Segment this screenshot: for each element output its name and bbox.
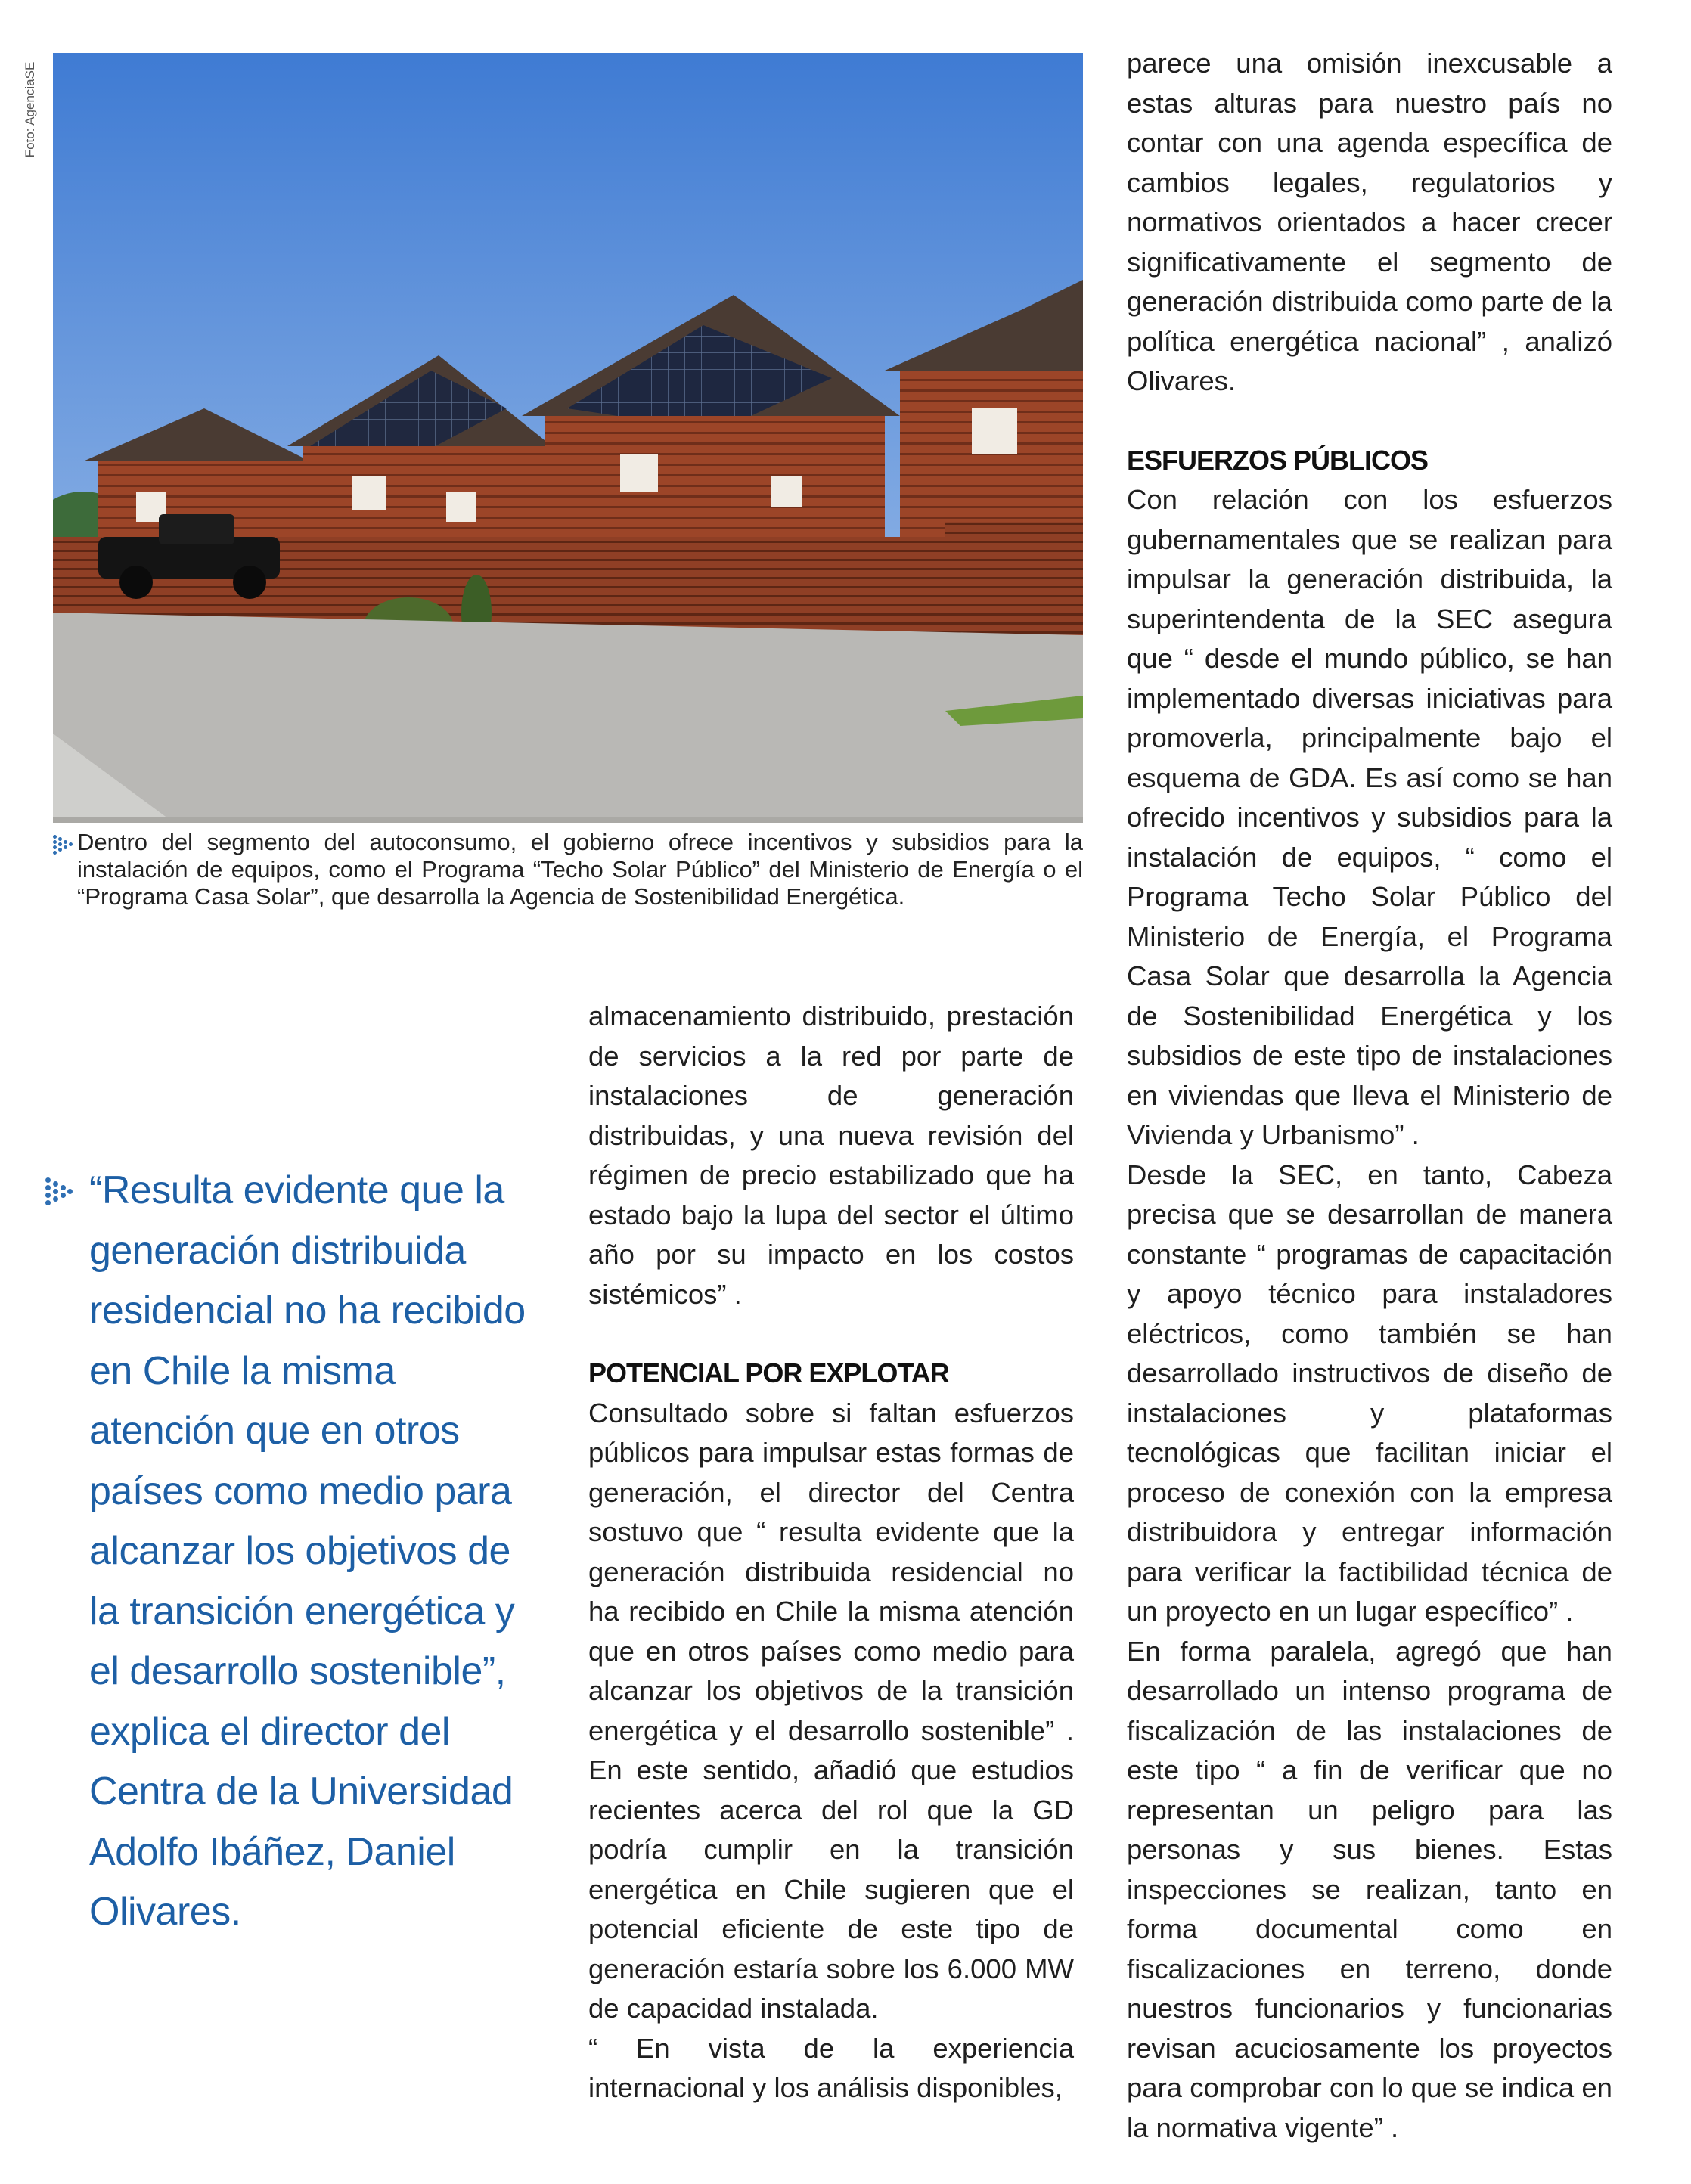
article-photo bbox=[53, 53, 1083, 823]
solar-houses-illustration bbox=[53, 53, 1083, 823]
quote-dots-icon bbox=[45, 1177, 73, 1208]
photo-caption bbox=[53, 829, 1083, 911]
right-paragraph-3: En forma paralela, agregó que han desarrollado un intenso programa de fiscalización de las instalaciones de este tipo “ a fin de verificar que no representan un peligro para las personas y sus bienes. Estas inspecciones se realizan, tanto en forma documental como en fiscalizaciones en terreno, donde nuestros funcionarios y funcionarias revisan acuciosamente los proyectos para comprobar con lo que se indica en la normativa vigente” . bbox=[1127, 1635, 1612, 2143]
right-column bbox=[1127, 44, 1612, 2148]
caption-text: Dentro del segmento del autoconsumo, el gobierno ofrece incentivos y subsidios para la instalación de equipos, como el Programa “Techo Solar Público” del Ministerio de Energía o el “Programa Casa Solar”, que desarrolla la Agencia de Sostenibilidad Energética. bbox=[77, 829, 1083, 910]
right-paragraph-1: Con relación con los esfuerzos gubernamentales que se realizan para impulsar la generación distribuida, la superintendenta de la SEC asegura que “ desde el mundo público, se han implementado diversas iniciativas para promoverla, principalmente bajo el esquema de GDA. Es así como se han ofrecido incentivos y subsidios para la instalación de equipos, “ como el Programa Techo Solar Público del Ministerio de Energía, el Programa Casa Solar que desarrolla la Agencia de Sostenibilidad Energética y los subsidios de este tipo de instalaciones en viviendas que lleva el Ministerio de Vivienda y Urbanismo” . bbox=[1127, 484, 1612, 1150]
right-intro: parece una omisión inexcusable a estas alturas para nuestro país no contar con una agenda específica de cambios legales, regulatorios y normativos orientados a hacer crecer significativamente el segmento de generación distribuida como parte de la política energética nacional” , analizó Olivares. bbox=[1127, 48, 1612, 396]
bullet-dots-icon bbox=[53, 835, 71, 853]
middle-column bbox=[588, 997, 1074, 2108]
section-heading-potencial: POTENCIAL POR EXPLOTAR bbox=[588, 1357, 949, 1388]
pull-quote-text: “Resulta evidente que la generación distribuida residencial no ha recibido en Chile la misma atención que en otros países como medio para alcanzar los objetivos de la transición energética y el desarrollo sostenible”, explica el director del Centra de la Universidad Adolfo Ibáñez, Daniel Olivares. bbox=[89, 1168, 526, 1934]
right-paragraph-2: Desde la SEC, en tanto, Cabeza precisa que se desarrollan de manera constante “ programas de capacitación y apoyo técnico para instaladores eléctricos, como también se han desarrollado instructivos de diseño de instalaciones y plataformas tecnológicas que facilitan iniciar el proceso de conexión con la empresa distribuidora y entregar información para verificar la factibilidad técnica de un proyecto en un lugar específico” . bbox=[1127, 1159, 1612, 1627]
photo-credit bbox=[23, 53, 38, 166]
section-heading-esfuerzos: ESFUERZOS PÚBLICOS bbox=[1127, 444, 1429, 476]
middle-paragraph-2: “ En vista de la experiencia internacional y los análisis disponibles, bbox=[588, 2032, 1074, 2103]
middle-paragraph-1: Consultado sobre si faltan esfuerzos públicos para impulsar estas formas de generación, el director del Centra sostuvo que “ resulta evidente que la generación distribuida residencial no ha recibido en Chile la misma atención que en otros países como medio para alcanzar los objetivos de la transición energética y el desarrollo sostenible” . En este sentido, añadió que estudios recientes acerca del rol que la GD podría cumplir en la transición energética en Chile sugieren que el potencial eficiente de este tipo de generación estaría sobre los 6.000 MW de capacidad instalada. bbox=[588, 1397, 1074, 2024]
middle-intro: almacenamiento distribuido, prestación de servicios a la red por parte de instalaciones de generación distribuidas, y una nueva revisión del régimen de precio estabilizado que ha estado bajo la lupa del sector el último año por su impacto en los costos sistémicos” . bbox=[588, 1000, 1074, 1310]
photo-credit-text: Foto: AgenciaSE bbox=[23, 61, 37, 158]
pull-quote bbox=[45, 1161, 529, 1943]
